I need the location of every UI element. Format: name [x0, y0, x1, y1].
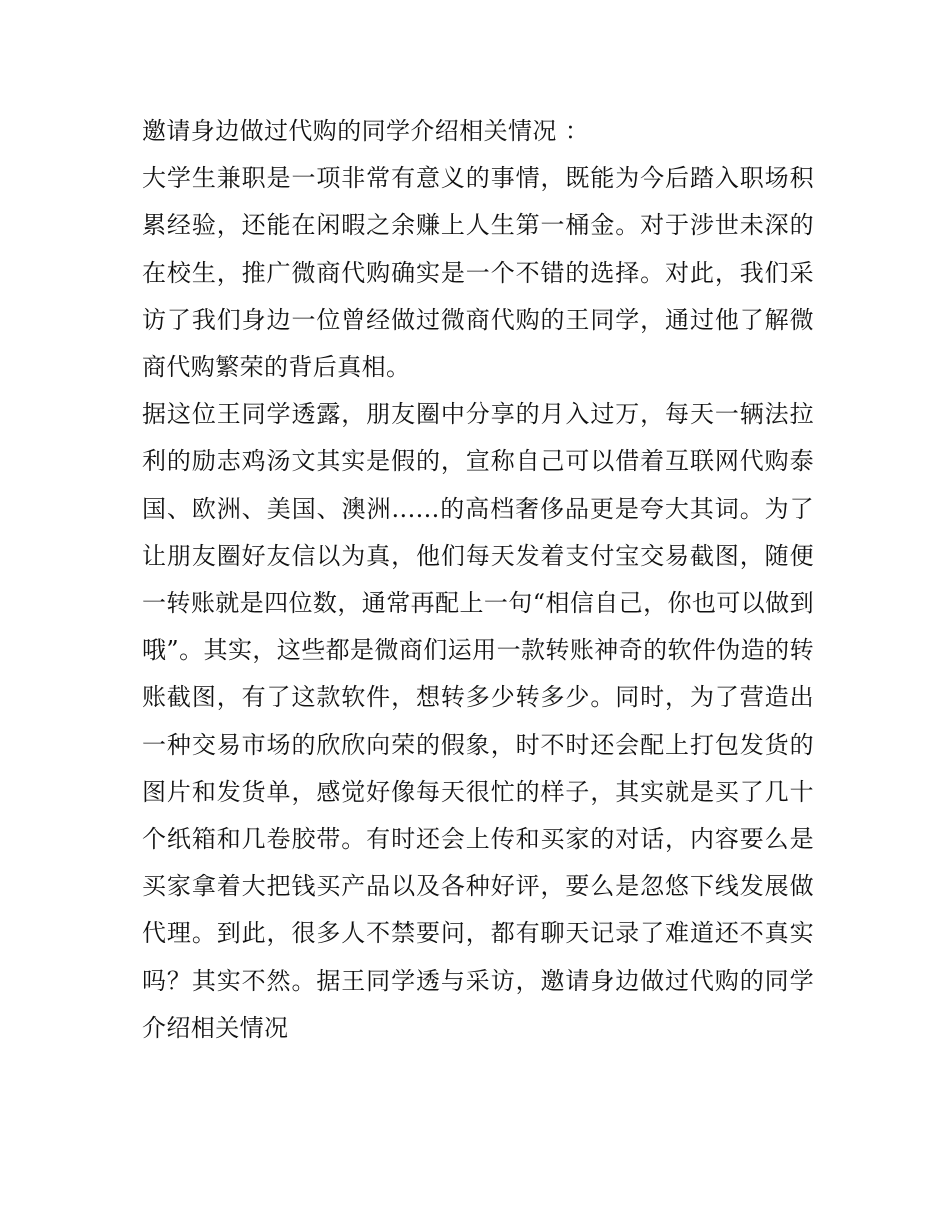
document-body [142, 108, 814, 1052]
document-heading: 邀请身边做过代购的同学介绍相关情况 ： [142, 117, 590, 145]
paragraph-details: 据这位王同学透露，朋友圈中分享的月入过万，每天一辆法拉利的励志鸡汤文其实是假的，宣称自己可以借着互联网代购泰国、欧洲、美国、澳洲......的高档奢侈品更是夸大其词。为了让朋友圈好友信以为真，他们每天发着支付宝交易截图，随便一转账就是四位数，通常再配上一句“相信自己，你也可以做到哦”。其实，这些都是微商们运用一款转账神奇的软件伪造的转账截图，有了这款软件，想转多少转多少。同时，为了营造出一种交易市场的欣欣向荣的假象，时不时还会配上打包发货的图片和发货单，感觉好像每天很忙的样子，其实就是买了几十个纸箱和几卷胶带。有时还会上传和买家的对话，内容要么是买家拿着大把钱买产品以及各种好评，要么是忽悠下线发展做代理。到此，很多人不禁要问，都有聊天记录了难道还不真实吗？其实不然。据王同学透与采访，邀请身边做过代购的同学介绍相关情况 [142, 400, 814, 1042]
paragraph-intro: 大学生兼职是一项非常有意义的事情，既能为今后踏入职场积累经验，还能在闲暇之余赚上人生第一桶金。对于涉世未深的在校生，推广微商代购确实是一个不错的选择。对此，我们采访了我们身边一位曾经做过微商代购的王同学，通过他了解微商代购繁荣的背后真相。 [142, 164, 814, 382]
